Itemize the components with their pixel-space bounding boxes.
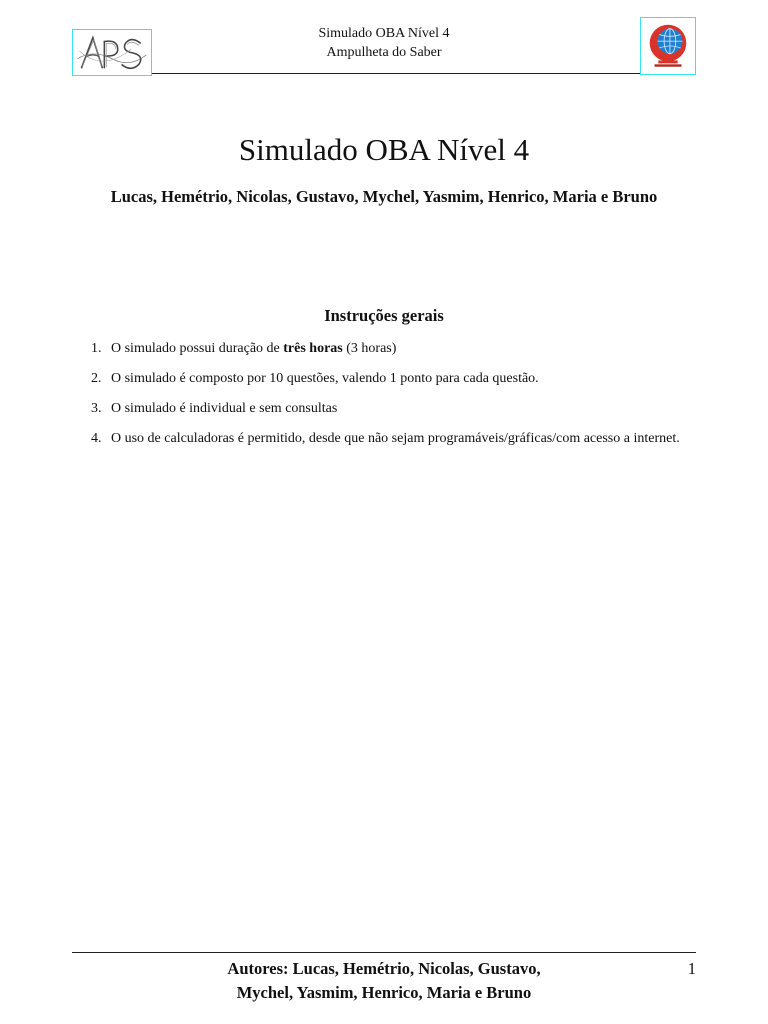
list-item-number: 3.: [91, 401, 102, 416]
list-item-number: 4.: [91, 431, 102, 446]
footer-line-2: Mychel, Yasmim, Henrico, Maria e Bruno: [236, 983, 532, 1002]
list-item-text: O simulado é individual e sem consultas: [111, 401, 338, 416]
header-line-2: Ampulheta do Saber: [326, 45, 442, 60]
list-item-number: 2.: [91, 371, 102, 386]
running-header: [160, 24, 608, 62]
globe-logo: [640, 17, 696, 75]
list-item-text-tail: (3 horas): [342, 341, 397, 356]
footer-authors: [72, 957, 696, 1005]
aps-logo: [72, 29, 152, 76]
list-item: [72, 400, 696, 418]
list-item-text: O simulado é composto por 10 questões, valendo 1 ponto para cada questão.: [111, 371, 539, 386]
footer-line-1: Autores: Lucas, Hemétrio, Nicolas, Gustavo,: [227, 959, 541, 978]
section-heading: Instruções gerais: [324, 306, 444, 325]
globe-icon: [641, 18, 695, 74]
list-item: [72, 370, 696, 388]
list-item: [72, 430, 696, 448]
instructions-list: [72, 340, 696, 460]
list-item-text: O simulado possui duração de: [111, 341, 284, 356]
list-item-emphasis: três horas: [283, 341, 343, 356]
page-number: 1: [687, 959, 696, 978]
authors-line: Lucas, Hemétrio, Nicolas, Gustavo, Mychel, Yasmim, Henrico, Maria e Bruno: [110, 187, 658, 206]
list-item-number: 1.: [91, 341, 102, 356]
list-item-text: O uso de calculadoras é permitido, desde que não sejam programáveis/gráficas/com acesso a internet.: [111, 431, 680, 446]
header-line-1: Simulado OBA Nível 4: [318, 26, 450, 41]
footer-divider: [72, 952, 696, 953]
header-divider: [152, 73, 640, 74]
list-item: [72, 340, 696, 358]
aps-logo-icon: [73, 30, 151, 75]
page-title: Simulado OBA Nível 4: [238, 132, 530, 167]
